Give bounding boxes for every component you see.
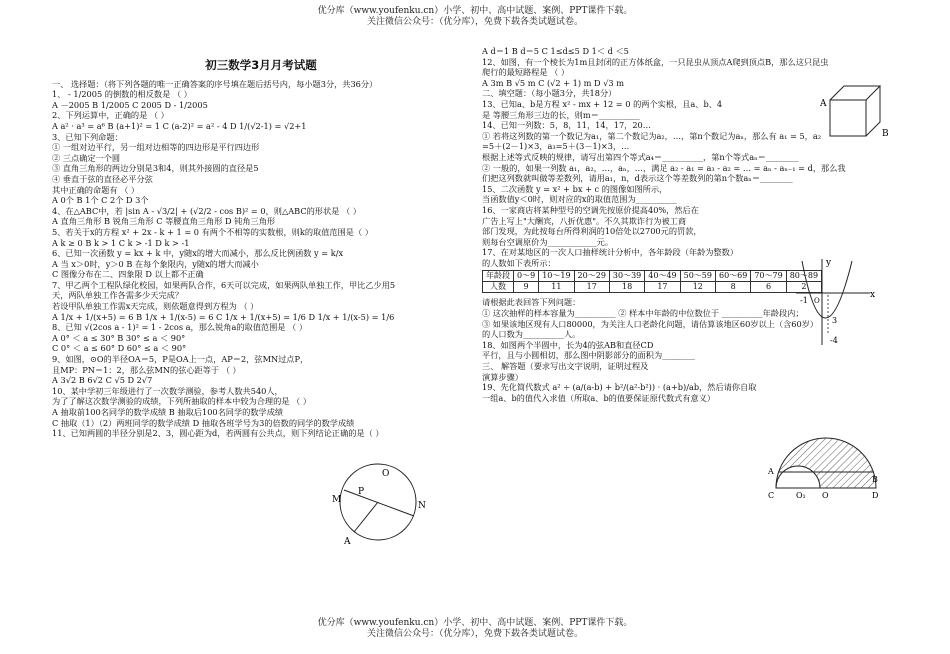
question-text-line: 若设甲队单独工作需x天完成，则依题意得到方程为 （ ） — [52, 301, 259, 312]
question-text-line: 且MP：PN＝1：2，那么弦MN的弦心距等于 （ ） — [52, 364, 241, 375]
question-text-line: A k ≥ 0 B k > 1 C k > -1 D k > -1 — [52, 237, 190, 248]
question-text-line: 的人口数为__________人。 — [482, 329, 581, 340]
question-text-line: ① 若将这列数的第一个数记为a₁，第二个数记为a₂，…，第n个数记为aₙ，那么有 a₁ = 5，a₂ — [482, 130, 822, 141]
parabola-label-left-root: -1 — [800, 296, 808, 305]
age-table-value-cell: 2 — [786, 282, 821, 293]
age-table-header-cell: 50～59 — [680, 271, 715, 282]
cube-figure — [820, 80, 900, 142]
header-line-2: 关注微信公众号：（优分库），免费下载各类试题试卷。 — [366, 17, 583, 27]
semi-label-a: A — [768, 467, 774, 476]
semi-label-o1: O₁ — [796, 491, 806, 500]
question-text-line: 16、一家商店将某种型号的空调先按原价提高40%，然后在 — [482, 204, 699, 215]
question-text-line: 4、在△ABC中，若 |sin A - √3/2| + (√2/2 - cos B)² = 0，则△ABC的形状是 （ ） — [52, 205, 361, 216]
question-text-line: 3、已知下列命题： — [52, 131, 123, 142]
age-table-header-cell: 60～69 — [715, 271, 750, 282]
question-text-line: 2、下列运算中，正确的是 （ ） — [52, 110, 169, 121]
parabola-label-x: x — [870, 290, 876, 300]
age-table-header-cell: 20～29 — [574, 271, 609, 282]
question-text-line: 演算步骤） — [482, 371, 523, 382]
question-text-line: 14、已知一列数：5，8，11，14，17，20… — [482, 120, 651, 131]
question-text-line: ① 这次抽样的样本容量为__________ ② 样本中年龄的中位数位于 __________年龄段内； — [482, 308, 804, 319]
question-text-line: 一、 选择题：（将下列各题的唯一正确答案的序号填在题后括号内，每小题3分，共36分） — [52, 78, 378, 89]
parabola-label-y: y — [826, 258, 832, 268]
age-table-header-cell: 30～39 — [609, 271, 644, 282]
question-text-line: 19、先化简代数式 a² ÷ (a/(a-b) + b²/(a²-b²)) · (a+b)/ab，然后请你自取 — [482, 382, 757, 393]
question-text-line: 17、在对某地区的一次人口抽样统计分析中，各年龄段（年龄为整数） — [482, 247, 739, 258]
age-table-value-cell: 8 — [715, 282, 750, 293]
semi-label-d: D — [872, 491, 879, 500]
age-table-header-cell: 70～79 — [751, 271, 786, 282]
parabola-label-vertex: -4 — [830, 336, 838, 345]
question-text-line: 9、如图，⊙O的半径OA＝5，P是OA上一点，AP＝2，弦MN过点P， — [52, 354, 309, 365]
footer-line-2: 关注微信公众号：（优分库），免费下载各类试题试卷。 — [366, 629, 583, 639]
question-text-line: A －2005 B 1/2005 C 2005 D - 1/2005 — [52, 99, 208, 110]
semi-label-o: O — [822, 491, 829, 500]
question-text-line: C 抽取（1）（2）两班同学的数学成绩 D 抽取各班学号为3的倍数的同学的数学成绩 — [52, 417, 355, 428]
header-line-1: 优分库（www.youfenku.cn）小学、初中、高中试题、案例、PPT课件下载。 — [317, 6, 633, 16]
age-table-value-row — [483, 282, 822, 293]
parabola-label-origin: O — [814, 297, 820, 305]
question-text-line: 18、如图两个半圆中，长为4的弦AB和直径CD — [482, 339, 654, 350]
question-text-line: 为了了解这次数学测验的成绩，下列所抽取的样本中较为合理的是 （ ） — [52, 396, 312, 407]
age-table-header-cell: 0～9 — [514, 271, 539, 282]
question-text-line: 6、已知一次函数 y = kx + k 中，y随x的增大而减小，那么反比例函数 y = k/x — [52, 248, 344, 259]
question-text-line: 的人数如下表所示： — [482, 257, 556, 268]
question-text-line: ① 一组对边平行，另一组对边相等的四边形是平行四边形 — [52, 142, 260, 153]
question-text-line: 8、已知 √(2cos a - 1)² = 1 - 2cos a，那么锐角a的取值范围是 （ ） — [52, 322, 308, 333]
cube-label-b: B — [882, 129, 889, 139]
age-table-header-row — [483, 271, 822, 282]
question-text-line: 7、甲乙两个工程队绿化校园，如果两队合作，6天可以完成，如果两队单独工作，甲比乙少用5 — [52, 279, 396, 290]
question-text-line: ② 三点确定一个圆 — [52, 152, 121, 163]
age-table-header-cell: 年龄段 — [483, 271, 514, 282]
question-text-line: ② 一般的，如果一列数 a₁，a₂，…，aₙ，…，满足 a₂ - a₁ = a₃ - a₂ = … = aₙ - aₙ₋₁ = d，那么我 — [482, 162, 846, 173]
age-table-value-cell: 17 — [645, 282, 680, 293]
question-text-line: A 抽取前100名同学的数学成绩 B 抽取后100名同学的数学成绩 — [52, 407, 284, 417]
question-text-line: 天，两队单独工作各需多少天完成？ — [52, 290, 184, 301]
question-text-line: A 1/x + 1/(x+5) = 6 B 1/x + 1/(x-5) = 6 C 1/x + 1/(x+5) = 1/6 D 1/x + 1/(x-5) = 1/6 — [52, 311, 395, 322]
age-table-header-cell: 10～19 — [539, 271, 574, 282]
age-table-header-cell: 80～89 — [786, 271, 821, 282]
semicircle-figure — [768, 418, 880, 502]
label-o: O — [382, 469, 390, 479]
question-text-line: A d＝1 B d＝5 C 1≤d≤5 D 1＜ d ＜5 — [482, 46, 629, 56]
label-a: A — [344, 537, 351, 547]
circle-figure — [328, 456, 438, 548]
question-text-line: 二、填空题：（每小题3分，共18分） — [482, 88, 617, 99]
question-text-line: =5＋(2－1)×3，a₃=5＋(3－1)×3，… — [482, 141, 630, 152]
left-column — [52, 60, 470, 439]
label-p: P — [358, 487, 365, 497]
age-table-value-cell: 17 — [574, 282, 609, 293]
cube-front — [830, 100, 866, 136]
question-text-line: C 0° ＜ a ≤ 60° D 60° ≤ a ＜ 90° — [52, 343, 187, 354]
page-header — [0, 6, 950, 28]
parabola-figure — [792, 255, 878, 349]
question-text-line: 爬行的最短路程是 （ ） — [482, 67, 570, 78]
question-text-line: 根据上述等式反映的规律，请写出第四个等式a₄＝__________，第n个等式aₙ＝________ — [482, 151, 799, 162]
question-text-line: 13、已知a、b是方程 x² - mx + 12 = 0 的两个实根，且a、b、4 — [482, 98, 723, 109]
question-text-line: A 当 x＞0时，y＞0 B 在每个象限内，y随x的增大而减小 — [52, 258, 259, 269]
question-text-line: 5、若关于x的方程 x² + 2x - k + 1 = 0 有两个不相等的实数根，则k的取值范围是（ ） — [52, 226, 373, 237]
question-text-line: 其中正确的命题有 （ ） — [52, 184, 140, 195]
age-table-value-cell: 6 — [751, 282, 786, 293]
parabola-curve — [802, 261, 852, 318]
question-text-line: 平行，且与小圆相切，那么图中阴影部分的面积为________ — [482, 350, 695, 361]
parabola-label-right-root: 3 — [832, 316, 838, 325]
chord-mn — [344, 490, 414, 516]
question-text-line: A 0° ＜ a ≤ 30° B 30° ≤ a ＜ 90° — [52, 332, 186, 343]
age-table — [482, 270, 822, 293]
question-text-line: ③ 如果该地区现有人口80000，为关注人口老龄化问题，请估算该地区60岁以上（含60岁） — [482, 318, 819, 329]
semi-label-c: C — [768, 491, 775, 500]
age-table-value-cell: 12 — [680, 282, 715, 293]
question-text-line: A 3√2 B 6√2 C √5 D 2√7 — [52, 375, 153, 386]
semi-label-b: B — [872, 475, 878, 484]
question-text-line: A 0个 B 1个 C 2个 D 3个 — [52, 195, 149, 206]
question-text-line: 部门发现，为此按每台所得利润的10倍处以2700元的罚款， — [482, 226, 702, 237]
age-table-header-cell: 40～49 — [645, 271, 680, 282]
question-text-line: 一组a、b的值代入求值（所取a、b的值要保证原代数式有意义） — [482, 392, 716, 403]
question-text-line: 三、 解答题（要求写出文字说明，证明过程及 — [482, 361, 649, 372]
question-text-line: 是 等腰三角形三边的长，则m＝__________ — [482, 109, 640, 120]
question-text-line: C 图像分布在二、四象限 D 以上都不正确 — [52, 269, 204, 280]
age-table-value-cell: 9 — [514, 282, 539, 293]
page-footer — [0, 618, 950, 640]
question-text-line: 15、二次函数 y = x² + bx + c 的图像如图所示， — [482, 183, 668, 194]
question-text-line: 当函数值y＜0时，则对应的x的取值范围为__________ — [482, 194, 677, 205]
age-table-row-label: 人数 — [483, 282, 514, 293]
question-text-line: ③ 直角三角形的两边分别是3和4，则其外接圆的直径是5 — [52, 163, 259, 174]
question-text-line: 1、 - 1/2005 的倒数的相反数是 （ ） — [52, 89, 192, 100]
cube-label-a: A — [820, 99, 827, 109]
question-text-line: 则每台空调原价为____________元。 — [482, 236, 614, 247]
age-table-value-cell: 11 — [539, 282, 574, 293]
cube-top — [830, 86, 880, 100]
left-questions — [52, 79, 470, 439]
label-n: N — [418, 501, 426, 511]
age-table-value-cell: 18 — [609, 282, 644, 293]
question-text-line: 11、已知两圆的半径分别是2、3，圆心距为d，若两圆有公共点，则下列结论正确的是（ ） — [52, 428, 384, 439]
radius-oa — [354, 502, 378, 532]
question-text-line: A 直角三角形 B 锐角三角形 C 等腰直角三角形 D 钝角三角形 — [52, 216, 276, 227]
question-text-line: ④ 垂直于弦的直径必平分弦 — [52, 173, 153, 184]
question-text-line: 请根据此表回答下列问题： — [482, 297, 581, 308]
question-text-line: 10、某中学初三年级进行了一次数学测验，参考人数共540人， — [52, 385, 283, 396]
question-text-line: 广告上写上"大酬宾，八折优惠"。不久其欺诈行为被工商 — [482, 215, 687, 226]
question-text-line: A 3m B √5 m C (√2 + 1) m D √3 m — [482, 77, 624, 88]
question-text-line: A a² · a³ = a⁶ B (a+1)² = 1 C (a-2)² = a² - 4 D 1/(√2-1) = √2+1 — [52, 120, 307, 131]
exam-title: 初三数学3月月考试题 — [205, 58, 317, 72]
label-m: M — [332, 495, 342, 505]
question-text-line: 们把这列数就叫做等差数列，请用a₁，n，d表示这个等差数列的第n个数aₙ＝________ — [482, 173, 793, 184]
question-text-line: 12、如图，有一个棱长为1m且封闭的正方体纸盒，一只昆虫从顶点A爬到顶点B，那么这只昆虫 — [482, 56, 829, 67]
footer-line-1: 优分库（www.youfenku.cn）小学、初中、高中试题、案例、PPT课件下载。 — [317, 618, 633, 628]
